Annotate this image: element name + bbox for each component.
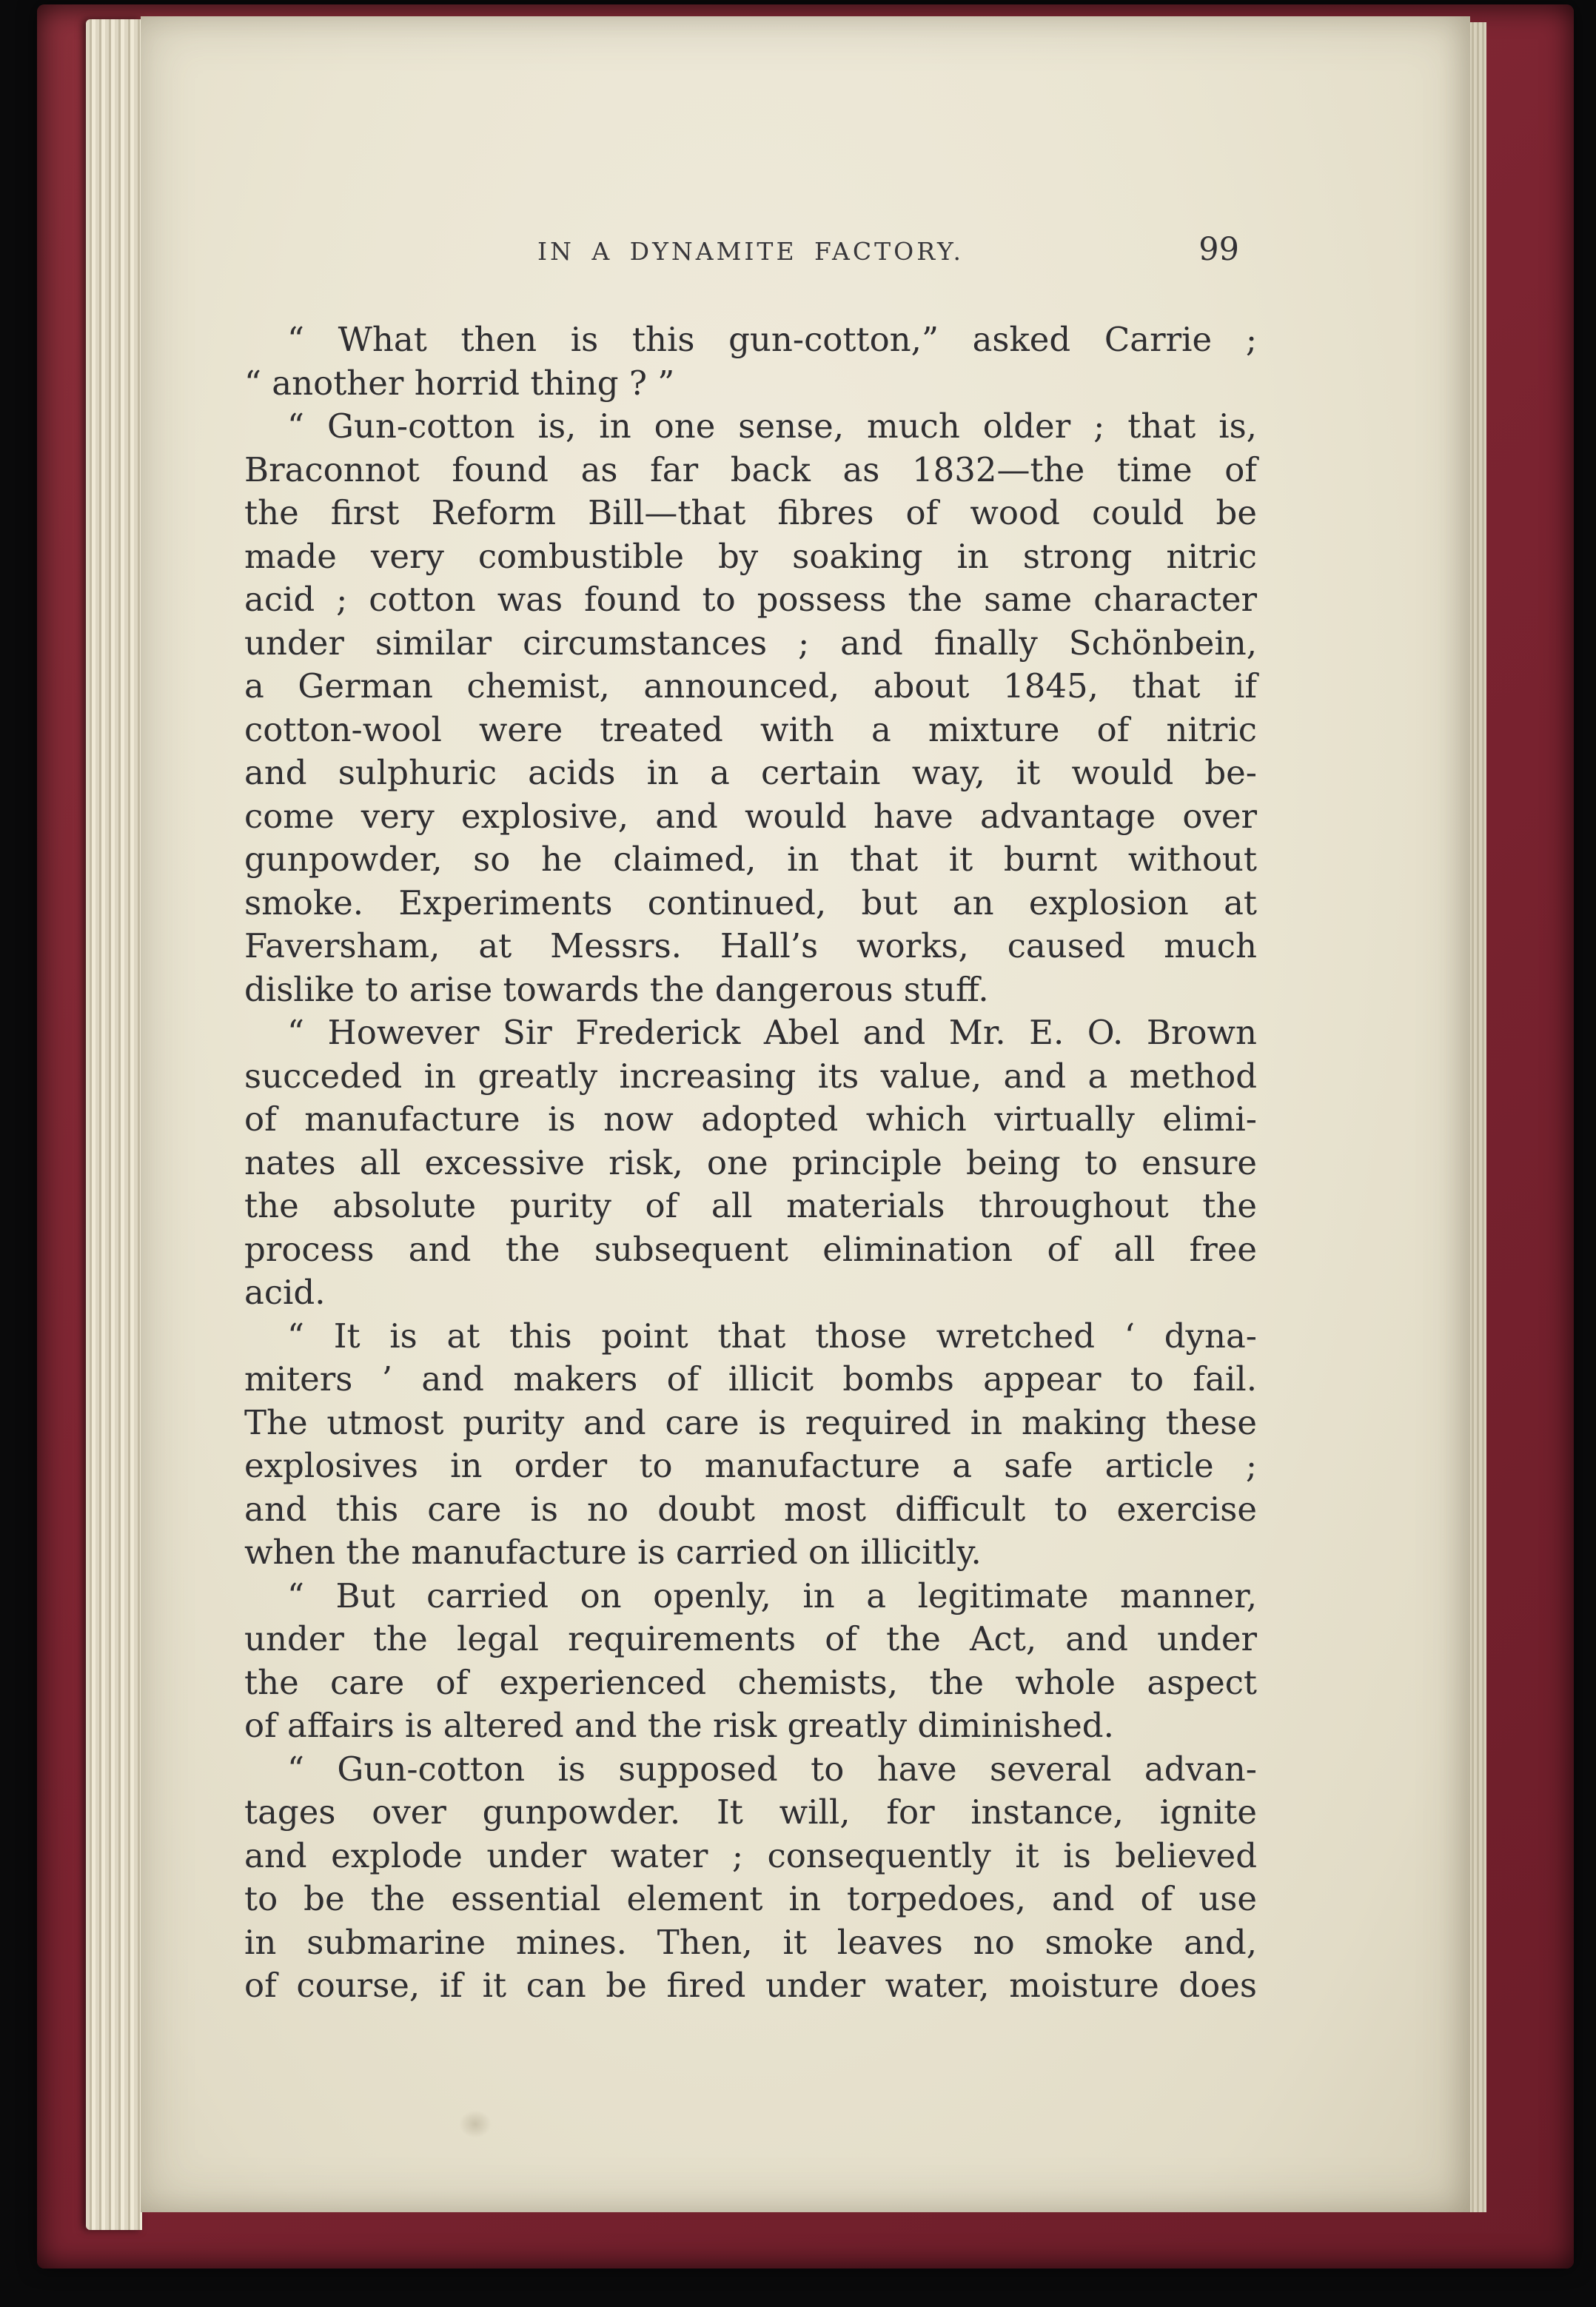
text-line: smoke. Experiments continued, but an explosion at xyxy=(244,883,1257,923)
text-line: The utmost purity and care is required in making these xyxy=(244,1402,1257,1442)
text-line: made very combustible by soaking in strong nitric xyxy=(244,536,1257,576)
running-title: IN A DYNAMITE FACTORY. xyxy=(537,237,965,266)
text-line: acid ; cotton was found to possess the same character xyxy=(244,580,1257,619)
text-line: “ another horrid thing ? ” xyxy=(244,363,675,403)
page-stain xyxy=(459,2110,492,2138)
text-line: Faversham, at Messrs. Hall’s works, caused much xyxy=(244,926,1257,965)
text-line: “ It is at this point that those wretched ‘ dyna- xyxy=(287,1316,1257,1356)
text-line: the care of experienced chemists, the whole aspect xyxy=(244,1662,1257,1702)
text-line: cotton-wool were treated with a mixture of nitric xyxy=(244,709,1257,749)
paragraph xyxy=(244,1315,1257,1575)
text-line: when the manufacture is carried on illicitly. xyxy=(244,1533,982,1572)
page-number: 99 xyxy=(1198,231,1239,268)
text-line: of course, if it can be fired under water, moisture does xyxy=(244,1966,1257,2005)
text-line: under similar circumstances ; and finally Schönbein, xyxy=(244,623,1257,663)
text-line: come very explosive, and would have advantage over xyxy=(244,796,1257,836)
text-line: “ Gun-cotton is supposed to have several advan- xyxy=(287,1749,1257,1789)
text-line: Braconnot found as far back as 1832—the time of xyxy=(244,449,1257,489)
text-line: in submarine mines. Then, it leaves no smoke and, xyxy=(244,1922,1257,1962)
text-line: succeded in greatly increasing its value, and a method xyxy=(244,1056,1257,1096)
text-line: tages over gunpowder. It will, for instance, ignite xyxy=(244,1792,1257,1832)
book-page xyxy=(141,16,1470,2212)
text-line: “ What then is this gun-cotton,” asked Carrie ; xyxy=(287,320,1257,359)
text-line: “ Gun-cotton is, in one sense, much older ; that is, xyxy=(287,406,1257,446)
text-line: of manufacture is now adopted which virtually elimi- xyxy=(244,1099,1257,1139)
text-line: gunpowder, so he claimed, in that it burnt without xyxy=(244,840,1257,879)
page-header xyxy=(244,231,1257,277)
text-line: and sulphuric acids in a certain way, it would be- xyxy=(244,753,1257,792)
text-block xyxy=(244,318,1257,2008)
paragraph xyxy=(244,1011,1257,1315)
page-stack-right-edge xyxy=(1469,22,1486,2212)
paragraph xyxy=(244,405,1257,1011)
text-line: and explode under water ; consequently it is believed xyxy=(244,1835,1257,1875)
text-line: explosives in order to manufacture a safe article ; xyxy=(244,1446,1257,1485)
text-line: under the legal requirements of the Act, and under xyxy=(244,1619,1257,1658)
text-line: the first Reform Bill—that fibres of wood could be xyxy=(244,493,1257,532)
text-line: acid. xyxy=(244,1273,326,1312)
text-line: to be the essential element in torpedoes, and of use xyxy=(244,1879,1257,1918)
text-line: “ But carried on openly, in a legitimate manner, xyxy=(287,1576,1257,1615)
text-line: miters ’ and makers of illicit bombs appear to fail. xyxy=(244,1359,1257,1399)
text-line: dislike to arise towards the dangerous stuff. xyxy=(244,969,989,1009)
text-line: a German chemist, announced, about 1845, that if xyxy=(244,666,1257,706)
paragraph xyxy=(244,1575,1257,1748)
paragraph xyxy=(244,1748,1257,2008)
page-stack-left-edge xyxy=(86,19,142,2230)
text-line: and this care is no doubt most difficult to exercise xyxy=(244,1489,1257,1529)
text-line: nates all excessive risk, one principle being to ensure xyxy=(244,1142,1257,1182)
text-line: of affairs is altered and the risk greatly diminished. xyxy=(244,1706,1114,1745)
text-line: process and the subsequent elimination of all free xyxy=(244,1229,1257,1269)
text-line: the absolute purity of all materials throughout the xyxy=(244,1186,1257,1225)
text-line: “ However Sir Frederick Abel and Mr. E. O. Brown xyxy=(287,1013,1257,1052)
page-stack-bottom-edge xyxy=(141,2211,1486,2226)
paragraph xyxy=(244,318,1257,405)
